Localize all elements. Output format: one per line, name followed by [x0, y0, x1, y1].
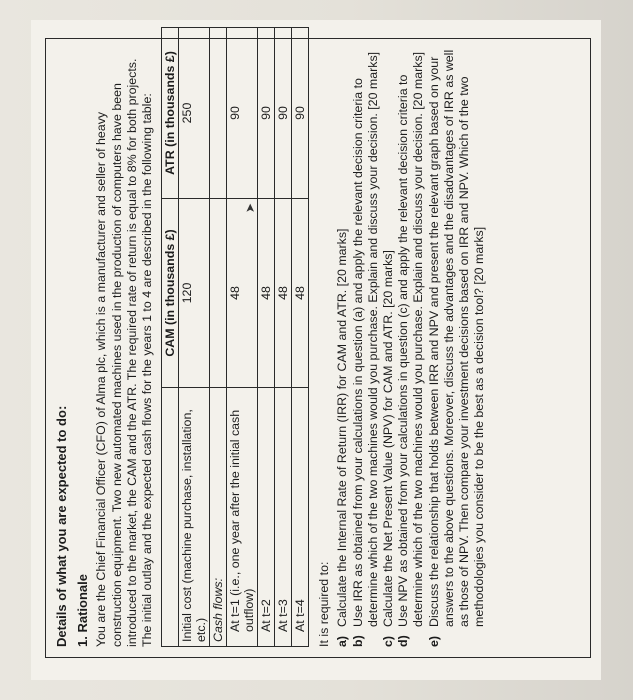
table-header-atr: ATR (in thousands £) — [162, 28, 179, 199]
atr-value: 250 — [179, 28, 210, 199]
row-label: At t=3 — [275, 388, 292, 647]
row-label: At t=2 — [258, 388, 275, 647]
cam-value — [227, 199, 258, 388]
table-row — [210, 28, 227, 647]
cam-value: 48 — [275, 199, 292, 388]
question-item — [427, 49, 488, 647]
question-text: Discuss the relationship that holds between IRR and NPV and present the relevant graph based on your answers to the above questions. Moreover, discuss the advantages and the disadvantages of IRR as well as those of NPV. Then compare your investment decisions based on IRR and NPV. Which of the two methodologies you consider to be the best as a decision tool? [20 marks] — [426, 49, 487, 627]
row-label: At t=1 (i.e., one year after the initial cash outflow) — [227, 388, 258, 647]
atr-value: 90 — [292, 28, 309, 199]
document-heading: Details of what you are expected to do: — [54, 405, 69, 647]
atr-value: 90 — [258, 28, 275, 199]
cam-value: 48 — [292, 199, 309, 388]
table-header-row — [162, 28, 179, 647]
intro-paragraph: You are the Chief Financial Officer (CFO) of Alma plc, which is a manufacturer and seller of heavy construction equipment. Two new automated machines used in the production of computers have been introduced to the market, the CAM and the ATR. The required rate of return is equal to 8% for both projects. The initial outlay and the expected cash flows for the years 1 to 4 are described in the following table: — [94, 58, 155, 647]
table-row — [258, 28, 275, 647]
question-text: Use NPV as obtained from your calculations in question (c) and apply the relevant decision criteria to determine which of the two machines would you purchase. Explain and discuss your decision. [20 marks] — [396, 51, 426, 627]
question-item — [335, 49, 350, 647]
row-label: Initial cost (machine purchase, installation, etc.) — [179, 388, 210, 647]
question-text: Use IRR as obtained from your calculations in question (a) and apply the relevant decision criteria to determine which of the two machines would you purchase. Explain and discuss your decision. [20 marks] — [350, 51, 380, 627]
cursor-arrow-icon: ➤ — [243, 203, 258, 214]
question-text: Calculate the Internal Rate of Return (IRR) for CAM and ATR. [20 marks] — [335, 228, 350, 627]
required-title: It is required to: — [317, 561, 332, 647]
question-text: Calculate the Net Present Value (NPV) for CAM and ATR. [20 marks] — [381, 250, 396, 627]
table-row — [179, 28, 210, 647]
question-label: d) — [396, 635, 411, 647]
atr-value: 90 — [275, 28, 292, 199]
question-label: e) — [426, 635, 441, 647]
question-label: a) — [335, 635, 350, 647]
table-header-blank — [162, 388, 179, 647]
question-item — [396, 49, 426, 647]
table-row — [227, 28, 258, 647]
table-row — [275, 28, 292, 647]
document-page — [31, 20, 601, 680]
row-label: Cash flows: — [210, 388, 227, 647]
question-label: b) — [350, 635, 365, 647]
question-label: c) — [381, 635, 396, 647]
atr-value — [210, 28, 227, 199]
question-list — [335, 49, 487, 647]
section-title: 1. Rationale — [75, 574, 91, 647]
table-header-cam: CAM (in thousands £) — [162, 199, 179, 388]
row-label: At t=4 — [292, 388, 309, 647]
cam-value — [210, 199, 227, 388]
atr-value: 90 — [227, 28, 258, 199]
question-item — [351, 49, 381, 647]
table-row — [292, 28, 309, 647]
cam-value: 120 — [179, 199, 210, 388]
cam-value: 48 — [258, 199, 275, 388]
question-item — [381, 49, 396, 647]
document-frame — [45, 38, 591, 658]
cam-value-text: 48 — [228, 286, 243, 300]
cash-flow-table — [161, 27, 309, 647]
